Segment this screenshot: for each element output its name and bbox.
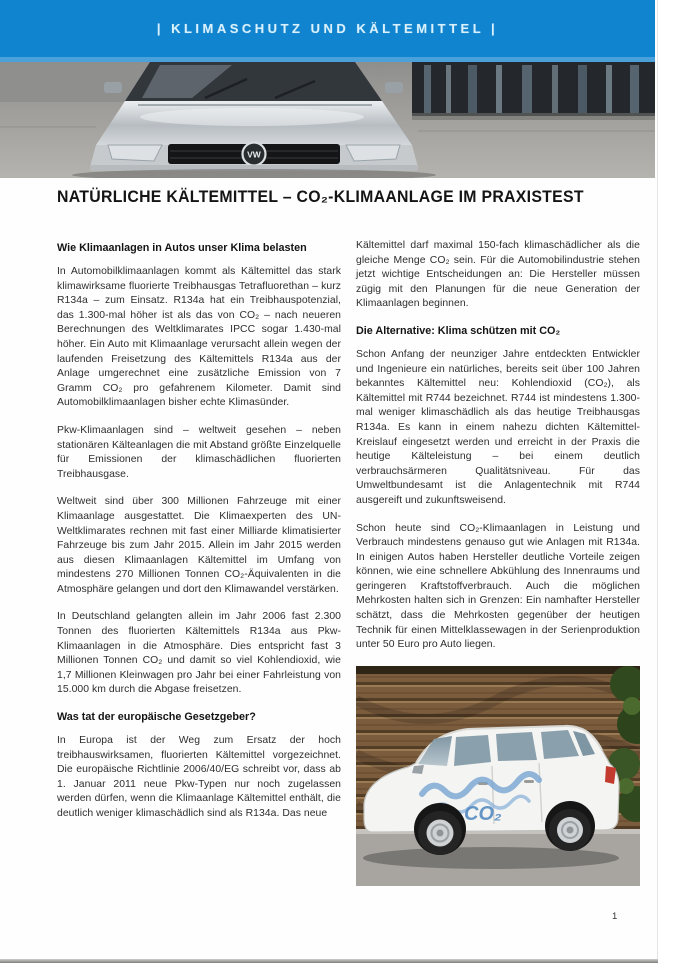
car-side-lettering: CO₂ xyxy=(464,802,502,825)
mirror-right xyxy=(385,82,403,93)
left-column xyxy=(57,239,341,886)
demo-car-illustration xyxy=(356,666,640,886)
door-lintel xyxy=(356,666,640,674)
vw-logo-letters: VW xyxy=(247,149,261,160)
article-body xyxy=(57,239,640,886)
header-band-label: | KLIMASCHUTZ UND KÄLTEMITTEL | xyxy=(156,21,499,36)
paragraph-eu-richtlinie: In Europa ist der Weg zum Ersatz der hoch treibhauswirksamen, fluorierten Kältemittel vorgezeichnet. Die europäische Richtlinie 2006/40/EG schreibt vor, dass ab 1. Januar 2011 neue Pkw-Typen nur noch zugelassen werden dürfen, wenn die Klimaanlage Kältemittel enthält, die deutlich weniger klimaschädlich sind als R134a. Das neue xyxy=(57,735,341,819)
paragraph-weltweit-fahrzeuge: Weltweit sind über 300 Millionen Fahrzeuge mit einer Klimaanlage ausgestattet. Die Klimaexperten des UN-Weltklimarates rechnen mit fast einer Milliarde klimatisierter Fahrzeuge bis zum Jahr 2015. Allein im Jahr 2015 werden aus diesen Klimaanlagen Kältemittel im Umfang von mindestens 270 Millionen Tonnen CO₂-Äquivalenten in die Atmosphäre gelangen und dort den Klimawandel verstärken. xyxy=(57,496,341,595)
page-bottom-edge xyxy=(0,959,658,963)
sky-strip xyxy=(0,57,655,62)
car-shadow xyxy=(363,847,619,869)
right-column xyxy=(356,239,640,886)
mirror-left xyxy=(104,82,122,93)
front-window xyxy=(454,735,491,766)
paragraph-r744-entdeckung: Schon Anfang der neunziger Jahre entdeckten Entwickler und Ingenieure ein natürliches, bereits seit über 100 Jahren bekanntes Kältemittel neu: Kohlendioxid (CO₂), als Kältemittel mit R744 bezeichnet. R744 ist mindestens 1.300-mal weniger klimaschädlich als das heutige Treibhausgas R134a. Es kann in einem nahezu dichten Kältemittel-Kreislauf eingesetzt werden und erreicht in der Praxis die heutige Kälteleistung – bei einem deutlich verbrauchsärmeren Qualitätsniveau. Für das Umweltbundesamt ist die Anlagentechnik mit R744 ausgereift und zukunftsweisend. xyxy=(356,348,640,506)
headlight-right xyxy=(346,145,400,161)
headlight-left xyxy=(108,145,162,161)
front-wheel xyxy=(418,811,462,855)
header-band xyxy=(0,0,655,57)
paragraph-r134a-einsatz: In Automobilklimaanlagen kommt als Kältemittel das stark klimawirksame fluorierte Treibhausgas Tetrafluorethan – kurz R134a – zum Einsatz. R134a hat ein Treibhauspotenzial, das 1.300-mal höher ist als das von CO₂ – nach neueren Berechnungen des Weltklimarates IPCC sogar 1.430-mal höher. Ein Auto mit Klimaanlage verursacht allein wegen der laufenden Freisetzung des Kältemittels R134a aus der Anlage umgerechnet eine zusätzliche Emission von 7 Gramm CO₂ pro gefahrenem Kilometer. Damit sind Automobilklimaanlagen bisher echte Klimasünder. xyxy=(57,266,341,409)
page-number: 1 xyxy=(612,911,618,922)
hood-glare xyxy=(140,108,364,126)
section-heading-alternative-co2: Die Alternative: Klima schützen mit CO₂ xyxy=(356,324,561,337)
paragraph-co2-anlagen-heute: Schon heute sind CO₂-Klimaanlagen in Leistung und Verbrauch mindestens genauso gut wie Anlagen mit R134a. In einigen Autos haben Hersteller deutliche Vorteile zeigen können, wie eine schnellere Abkühlung des Innenraums und geringeren Kraftstoffverbrauch. Auch die möglichen Mehrkosten halten sich in Grenzen: Ein namhafter Hersteller schätzt, dass die Mehrkosten gegenüber der heutigen Technik für einen Mittelklassewagen in der Serienproduktion unter 50 Euro pro Auto liegen. xyxy=(356,522,640,651)
bottom-photo xyxy=(356,666,640,886)
paragraph-einzelquelle: Pkw-Klimaanlagen sind – weltweit gesehen – neben stationären Kälteanlagen die mit Abstand größte Einzelquelle für Emissionen der klimaschädlichen fluorierten Treibhausgase. xyxy=(57,424,341,480)
door-handle-rear xyxy=(524,780,534,783)
paragraph-deutschland-2006: In Deutschland gelangten allein im Jahr 2006 fast 2.300 Tonnen des fluorierten Kältemittels R134a aus Pkw-Klimaanlagen in die Atmosphäre. Dies entspricht fast 3 Millionen Tonnen CO₂ und damit so viel Kohlendioxid, wie 1,7 Millionen Kleinwagen pro Jahr bei einer Fahrleistung von 15.000 km durch die Abgase freisetzen. xyxy=(57,611,341,696)
top-photo-illustration xyxy=(0,57,655,178)
paragraph-150-fach: Kältemittel darf maximal 150-fach klimaschädlicher als die gleiche Menge CO₂ sein. Für die Automobilindustrie stehen jetzt wichtige Entscheidungen an: Die Hersteller müssen zügig mit den Planungen für die neue Generation der Klimaanlagen beginnen. xyxy=(356,240,640,310)
buildings-reflection xyxy=(412,62,655,120)
middle-window xyxy=(496,732,537,761)
page-title: NATÜRLICHE KÄLTEMITTEL – CO₂-KLIMAANLAGE IM PRAXISTEST xyxy=(57,188,584,206)
top-photo xyxy=(0,57,655,178)
section-heading-klimabelastung: Wie Klimaanlagen in Autos unser Klima belasten xyxy=(57,242,307,254)
rear-wheel xyxy=(549,809,591,851)
section-heading-gesetzgeber: Was tat der europäische Gesetzgeber? xyxy=(57,711,256,724)
